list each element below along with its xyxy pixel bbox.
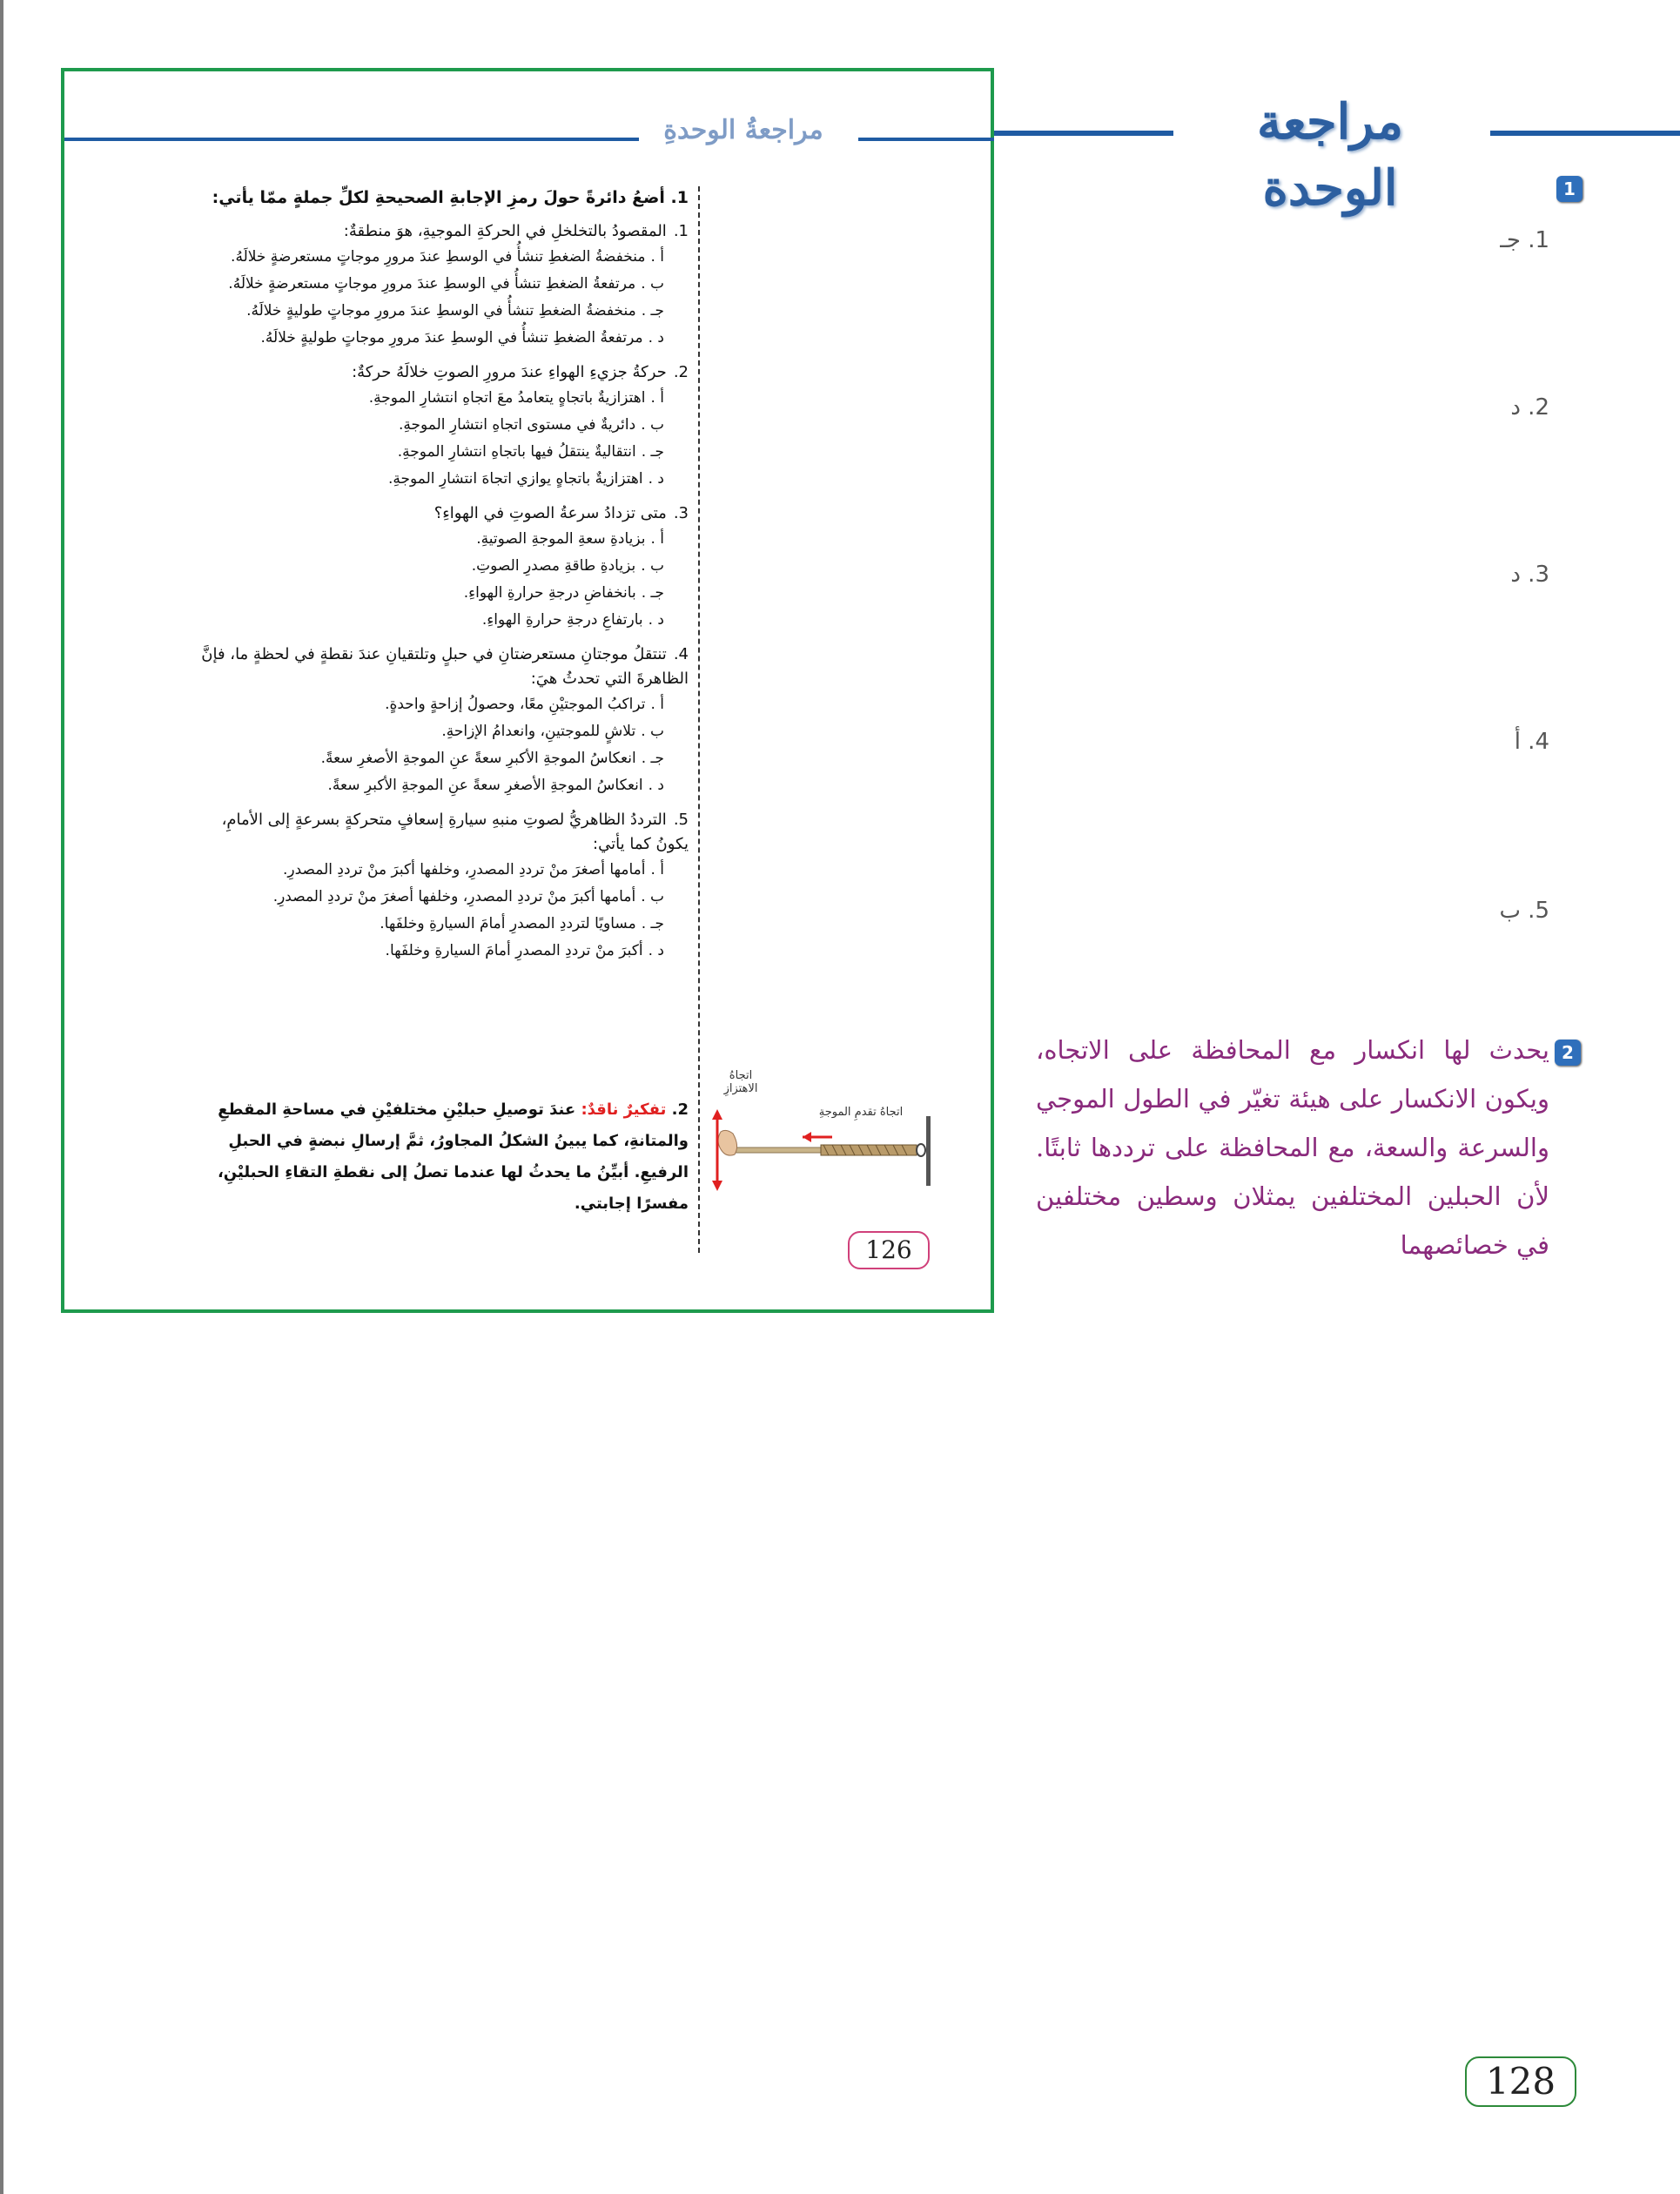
embedded-header-rule-right bbox=[858, 138, 994, 141]
answer-3: 3. د bbox=[1510, 562, 1549, 588]
option-letter: د . bbox=[648, 470, 664, 488]
answer-option bbox=[191, 691, 689, 718]
answer-option bbox=[191, 298, 689, 325]
answer-option bbox=[191, 745, 689, 772]
question-list bbox=[191, 219, 689, 965]
question-text: متى تزدادُ سرعةُ الصوتِ في الهواءِ؟ bbox=[433, 504, 667, 522]
questions-column bbox=[191, 185, 689, 965]
option-letter: ب . bbox=[641, 888, 664, 905]
answer-option bbox=[191, 439, 689, 466]
question-item bbox=[191, 219, 689, 352]
option-text: انتقاليةٌ ينتقلُ فيها باتجاهِ انتشارِ الموجةِ. bbox=[397, 443, 636, 461]
answer-option bbox=[191, 466, 689, 493]
option-letter: ب . bbox=[641, 723, 664, 740]
question-stem bbox=[191, 643, 689, 691]
critical-thinking-question bbox=[191, 1094, 689, 1220]
section-2-badge: 2 bbox=[1555, 1040, 1581, 1066]
page-number: 128 bbox=[1465, 2056, 1576, 2107]
vibration-arrow-down bbox=[712, 1181, 722, 1191]
option-text: تراكبُ الموجتيْنِ معًا، وحصولُ إزاحةٍ واحدةٍ. bbox=[385, 696, 646, 713]
column-divider bbox=[698, 186, 700, 1253]
option-text: اهتزازيةٌ باتجاهٍ يوازي اتجاهَ انتشارِ الموجةِ. bbox=[387, 470, 643, 488]
option-letter: د . bbox=[648, 942, 664, 959]
option-letter: ب . bbox=[641, 557, 664, 575]
answer-option bbox=[191, 884, 689, 911]
option-text: أمامها أكبرَ منْ ترددِ المصدرِ، وخلفها أصغرَ منْ ترددِ المصدرِ. bbox=[272, 888, 636, 905]
question-text: الترددُ الظاهريُّ لصوتِ منبهِ سيارةِ إسعافٍ متحركةٍ بسرعةٍ إلى الأمامِ، يكونُ كما يأتي: bbox=[221, 811, 689, 853]
option-text: أكبرَ منْ ترددِ المصدرِ أمامَ السيارةِ وخلفَها. bbox=[385, 942, 643, 959]
option-text: بانخفاضِ درجةِ حرارةِ الهواءِ. bbox=[463, 584, 636, 602]
question-text: تنتقلُ موجتانِ مستعرضتانِ في حبلٍ وتلتقيانِ عندَ نقطةٍ في لحظةٍ ما، فإنَّ الظاهرةَ التي تحدثُ هيَ: bbox=[201, 645, 689, 688]
option-letter: أ . bbox=[650, 248, 664, 266]
answer-option bbox=[191, 938, 689, 965]
answer-option bbox=[191, 271, 689, 298]
option-text: اهتزازيةٌ باتجاهٍ يتعامدُ معَ اتجاهِ انتشارِ الموجةِ. bbox=[368, 389, 646, 407]
option-letter: د . bbox=[648, 611, 664, 629]
question-stem bbox=[191, 501, 689, 526]
wall-ring bbox=[917, 1144, 925, 1156]
section-2-answer: يحدث لها انكسار مع المحافظة على الاتجاه، ويكون الانكسار على هيئة تغيّر في الطول الموجي والسرعة والسعة، مع المحافظة على ترددها ثابتًا. لأن الحبلين المختلفين يمثلان وسطين مختلفين في خصائصهما bbox=[1036, 1035, 1549, 1260]
option-letter: جـ . bbox=[641, 443, 664, 461]
page-edge-line bbox=[0, 0, 3, 2194]
option-letter: جـ . bbox=[641, 584, 664, 602]
page-title: مراجعة الوحدة bbox=[1256, 93, 1404, 217]
vibration-label: اتجاهُ الاهتزازِ bbox=[723, 1069, 758, 1095]
thin-rope bbox=[729, 1147, 821, 1153]
question-stem bbox=[191, 360, 689, 385]
answer-option bbox=[191, 857, 689, 884]
option-text: انعكاسُ الموجةِ الأكبرِ سعةً عنِ الموجةِ الأصغرِ سعةً. bbox=[320, 750, 636, 767]
section-1-badge: 1 bbox=[1556, 176, 1583, 202]
answer-option bbox=[191, 385, 689, 412]
question-item bbox=[191, 360, 689, 493]
question-stem bbox=[191, 219, 689, 244]
answer-4: 4. أ bbox=[1514, 729, 1549, 755]
answer-option bbox=[191, 412, 689, 439]
critical-text: عندَ توصيلِ حبليْنِ مختلفيْنِ في مساحةِ المقطعِ والمتانةِ، كما يبينُ الشكلُ المجاورُ، ثمَّ إرسالِ نبضةٍ في الحبلِ الرفيعِ. أبيِّنُ ما يحدثُ لها عندما تصلُ إلى نقطةِ التقاءِ الحبليْنِ، مفسرًا إجابتي. bbox=[217, 1100, 689, 1213]
option-text: منخفضةُ الضغطِ تنشأُ في الوسطِ عندَ مرورِ موجاتٍ مستعرضةٍ خلالَهُ. bbox=[231, 248, 646, 266]
header-rule-right bbox=[1490, 131, 1680, 136]
question-number: 3. bbox=[673, 504, 689, 522]
option-letter: أ . bbox=[650, 530, 664, 548]
option-text: بارتفاعِ درجةِ حرارةِ الهواءِ. bbox=[481, 611, 643, 629]
answer-1: 1. جـ bbox=[1500, 227, 1549, 253]
embedded-page-title: مراجعةُ الوحدةِ bbox=[663, 115, 823, 145]
critical-number: 2. bbox=[671, 1100, 689, 1119]
option-text: بزيادةِ طاقةِ مصدرِ الصوتِ. bbox=[471, 557, 636, 575]
option-text: بزيادةِ سعةِ الموجةِ الصوتيةِ. bbox=[476, 530, 646, 548]
answer-option bbox=[191, 772, 689, 799]
vibration-arrow-up bbox=[712, 1109, 722, 1120]
option-letter: ب . bbox=[641, 416, 664, 434]
option-letter: أ . bbox=[650, 696, 664, 713]
option-letter: ب . bbox=[641, 275, 664, 293]
option-text: مرتفعةُ الضغطِ تنشأُ في الوسطِ عندَ مرورِ موجاتٍ طوليةٍ خلالَهُ. bbox=[260, 329, 643, 347]
option-text: مرتفعةُ الضغطِ تنشأُ في الوسطِ عندَ مرورِ موجاتٍ مستعرضةٍ خلالَهُ. bbox=[228, 275, 636, 293]
option-letter: أ . bbox=[650, 389, 664, 407]
option-letter: جـ . bbox=[641, 750, 664, 767]
critical-label: تفكيرٌ ناقدٌ: bbox=[581, 1100, 667, 1119]
hand-shape bbox=[718, 1130, 737, 1155]
option-letter: د . bbox=[648, 329, 664, 347]
propagation-label: اتجاهُ تقدمِ الموجةِ bbox=[818, 1106, 904, 1119]
option-letter: د . bbox=[648, 777, 664, 794]
option-text: منخفضةُ الضغطِ تنشأُ في الوسطِ عندَ مرورِ موجاتٍ طوليةٍ خلالَهُ. bbox=[246, 302, 636, 320]
answer-2: 2. د bbox=[1510, 394, 1549, 421]
answer-option bbox=[191, 580, 689, 607]
option-text: انعكاسُ الموجةِ الأصغرِ سعةً عنِ الموجةِ الأكبرِ سعةً. bbox=[327, 777, 643, 794]
option-text: تلاشٍ للموجتينِ، وانعدامُ الإزاحةِ. bbox=[441, 723, 636, 740]
option-letter: جـ . bbox=[641, 915, 664, 932]
question-stem bbox=[191, 808, 689, 857]
option-letter: أ . bbox=[650, 861, 664, 878]
answer-5: 5. ب bbox=[1499, 898, 1549, 924]
option-letter: جـ . bbox=[641, 302, 664, 320]
option-text: أمامها أصغرَ منْ ترددِ المصدرِ، وخلفها أكبرَ منْ ترددِ المصدرِ. bbox=[282, 861, 646, 878]
answer-option bbox=[191, 718, 689, 745]
question-text: حركةُ جزيءِ الهواءِ عندَ مرورِ الصوتِ خلالَهُ حركةٌ: bbox=[352, 363, 667, 381]
question-number: 4. bbox=[673, 645, 689, 663]
answer-option bbox=[191, 607, 689, 634]
question-item bbox=[191, 643, 689, 799]
wall-support bbox=[926, 1116, 931, 1186]
answer-option bbox=[191, 325, 689, 352]
question-number: 2. bbox=[673, 363, 689, 381]
embedded-header-rule-left bbox=[64, 138, 639, 141]
option-text: دائريةٌ في مستوى اتجاهِ انتشارِ الموجةِ. bbox=[398, 416, 636, 434]
answer-option bbox=[191, 526, 689, 553]
header-rule-left bbox=[992, 131, 1173, 136]
option-text: مساويًا لترددِ المصدرِ أمامَ السيارةِ وخلفَها. bbox=[380, 915, 636, 932]
answer-option bbox=[191, 244, 689, 271]
question-number: 1. bbox=[673, 222, 689, 240]
rope-figure bbox=[709, 1064, 978, 1247]
question-item bbox=[191, 808, 689, 965]
question-item bbox=[191, 501, 689, 634]
propagation-arrow-head bbox=[803, 1132, 811, 1142]
embedded-book-page bbox=[61, 68, 994, 1313]
rope-diagram bbox=[709, 1064, 978, 1247]
question-number: 5. bbox=[673, 811, 689, 829]
embedded-page-number: 126 bbox=[848, 1231, 930, 1269]
question-instruction: 1. أضعُ دائرةً حولَ رمزِ الإجابةِ الصحيحةِ لكلِّ جملةٍ ممّا يأتي: bbox=[212, 188, 689, 207]
question-text: المقصودُ بالتخلخلِ في الحركةِ الموجيةِ، هوَ منطقةٌ: bbox=[343, 222, 667, 240]
answer-option bbox=[191, 911, 689, 938]
answer-option bbox=[191, 553, 689, 580]
